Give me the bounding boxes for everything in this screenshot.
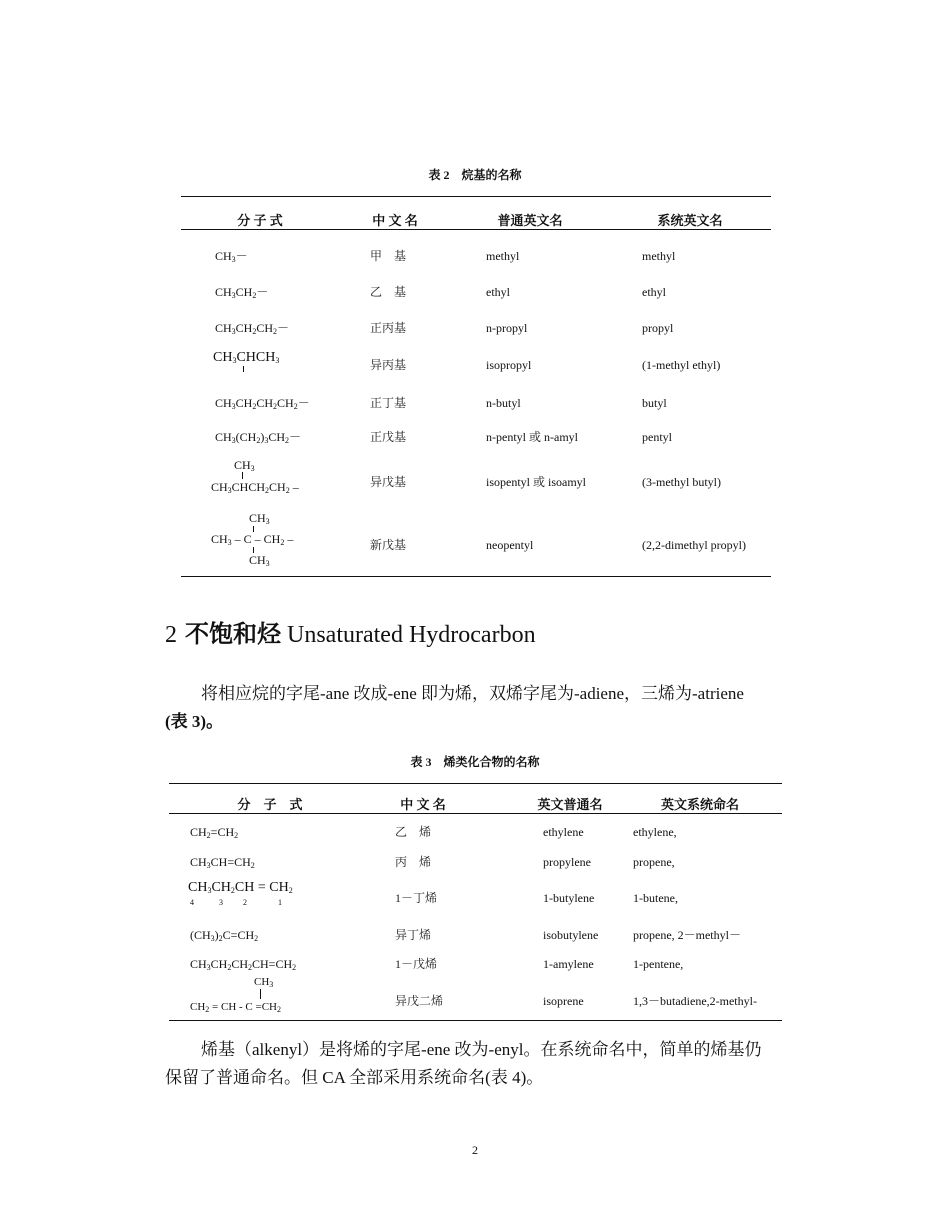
table3-header-common: 英文普通名 — [537, 797, 603, 812]
table2-row4-cn: 异丙基 — [370, 358, 407, 372]
table3-formula-pentene: $CH_3CH_2CH_2CH=CH_2$ — [190, 957, 297, 972]
table2-header-rule — [181, 229, 771, 230]
table3-row2-cn: 丙 烯 — [395, 855, 432, 869]
table2-row2-cn: 乙 基 — [370, 285, 407, 299]
paragraph-alkenyl — [165, 1036, 790, 1092]
table3-row1-common: ethylene — [543, 825, 584, 839]
table2-row7-systematic: (3-methyl butyl) — [642, 475, 721, 489]
table2-formula-isopentyl: $CH_3$ $CH_3CHCH_2CH_2$ – — [211, 458, 299, 495]
table2-row3-common: n-propyl — [486, 321, 528, 335]
table3-formula-isobutylene: $(CH_3)_2C=CH_2$ — [190, 928, 259, 943]
table2-formula-pentyl: $CH_3(CH_2)_3CH_2-$ — [215, 430, 302, 445]
table3-formula-ethylene: $CH_2=CH_2$ — [190, 825, 239, 840]
table3-row4-systematic: propene, 2－methyl－ — [633, 928, 741, 942]
table2-bottom-rule — [181, 576, 771, 577]
table3-row3-cn: 1－丁烯 — [395, 891, 438, 905]
table2-formula-butyl: $CH_3CH_2CH_2CH_2-$ — [215, 396, 310, 411]
table3-row5-cn: 1－戊烯 — [395, 957, 438, 971]
table2-formula-isopropyl: $CH_3CHCH_3$ — [213, 350, 303, 376]
section-heading — [165, 614, 536, 649]
table3-header-formula: 分 子 式 — [237, 797, 303, 812]
paragraph-alkenyl-line2: 保留了普通命名。但 CA 全部采用系统命名(表 4)。 — [165, 1068, 544, 1087]
table3-row3-systematic: 1-butene, — [633, 891, 678, 905]
table3-row3-common: 1-butylene — [543, 891, 595, 905]
section-title-en: Unsaturated Hydrocarbon — [287, 622, 536, 648]
table3-ref: 表 3 — [170, 712, 201, 731]
table3-formula-isoprene: $CH_3$ $CH_2$ = CH - $C =CH_2$ — [190, 976, 281, 1014]
table2-row4-systematic: (1-methyl ethyl) — [642, 358, 721, 372]
table3-bottom-rule — [169, 1020, 782, 1021]
table2-header-common: 普通英文名 — [497, 213, 563, 228]
table2-caption: 表 2 烷基的名称 — [428, 168, 522, 182]
table2-header-chinese: 中 文 名 — [372, 213, 418, 228]
table2-formula-propyl: $CH_3CH_2CH_2-$ — [215, 321, 290, 336]
ref-close: )。 — [200, 712, 224, 731]
table3-row6-systematic: 1,3－butadiene,2-methyl- — [633, 994, 757, 1008]
table3-row5-common: 1-amylene — [543, 957, 594, 971]
table2-row4-common: isopropyl — [486, 358, 532, 372]
table2-header-formula: 分 子 式 — [237, 213, 283, 228]
table3-formula-butene: $CH_3CH_2CH = CH_2$ 4 3 2 1 — [188, 880, 293, 907]
table2-row1-systematic: methyl — [642, 249, 676, 263]
paragraph-alkene-text: 将相应烷的字尾-ane 改成-ene 即为烯，双烯字尾为-adiene，三烯为-atriene — [201, 684, 744, 703]
table3-top-rule — [169, 783, 782, 784]
table3-header-rule — [169, 813, 782, 814]
table3-header-chinese: 中 文 名 — [400, 797, 446, 812]
section-number: 2 — [165, 622, 177, 648]
table3-row5-systematic: 1-pentene, — [633, 957, 684, 971]
table2-row8-common: neopentyl — [486, 538, 534, 552]
table2-row1-common: methyl — [486, 249, 520, 263]
table2-row3-systematic: propyl — [642, 321, 674, 335]
table2-row6-common: n-pentyl 或 n-amyl — [486, 430, 578, 444]
table3-caption: 表 3 烯类化合物的名称 — [410, 755, 540, 769]
table2-row8-systematic: (2,2-dimethyl propyl) — [642, 538, 746, 552]
table2-formula-ethyl: $CH_3CH_2-$ — [215, 285, 269, 300]
table2-row5-common: n-butyl — [486, 396, 521, 410]
table2-row7-common: isopentyl 或 isoamyl — [486, 475, 586, 489]
table2-row6-systematic: pentyl — [642, 430, 672, 444]
paragraph-alkene-naming — [165, 680, 790, 736]
table3-row6-cn: 异戊二烯 — [395, 994, 444, 1008]
table3-row2-systematic: propene, — [633, 855, 675, 869]
table2-row2-common: ethyl — [486, 285, 510, 299]
table2-row1-cn: 甲 基 — [370, 249, 407, 263]
table3-row2-common: propylene — [543, 855, 591, 869]
table2-row8-cn: 新戊基 — [370, 538, 407, 552]
table2-row5-systematic: butyl — [642, 396, 667, 410]
section-title-zh: 不饱和烃 — [185, 622, 281, 648]
table3-row1-systematic: ethylene, — [633, 825, 677, 839]
table2-top-rule — [181, 196, 771, 197]
table2-formula-neopentyl: $CH_3$ $CH_3$ – C – $CH_2$ – $CH_3$ — [211, 511, 294, 568]
table3-row4-common: isobutylene — [543, 928, 599, 942]
table2-row3-cn: 正丙基 — [370, 321, 407, 335]
paragraph-alkenyl-line1: 烯基（alkenyl）是将烯的字尾-ene 改为-enyl。在系统命名中，简单的烯基仍 — [201, 1040, 762, 1059]
table3-row1-cn: 乙 烯 — [395, 825, 432, 839]
page-number: 2 — [472, 1143, 478, 1157]
table2-row2-systematic: ethyl — [642, 285, 666, 299]
table2-row6-cn: 正戊基 — [370, 430, 407, 444]
table2-header-systematic: 系统英文名 — [657, 213, 723, 228]
table2-row7-cn: 异戊基 — [370, 475, 407, 489]
table2-row5-cn: 正丁基 — [370, 396, 407, 410]
ref-open: ( — [165, 712, 171, 731]
table2-formula-methyl: $CH_3-$ — [215, 249, 248, 264]
table3-formula-propylene: $CH_3CH=CH_2$ — [190, 855, 255, 870]
table3-row4-cn: 异丁烯 — [395, 928, 432, 942]
table3-header-systematic: 英文系统命名 — [660, 797, 739, 812]
table3-row6-common: isoprene — [543, 994, 584, 1008]
